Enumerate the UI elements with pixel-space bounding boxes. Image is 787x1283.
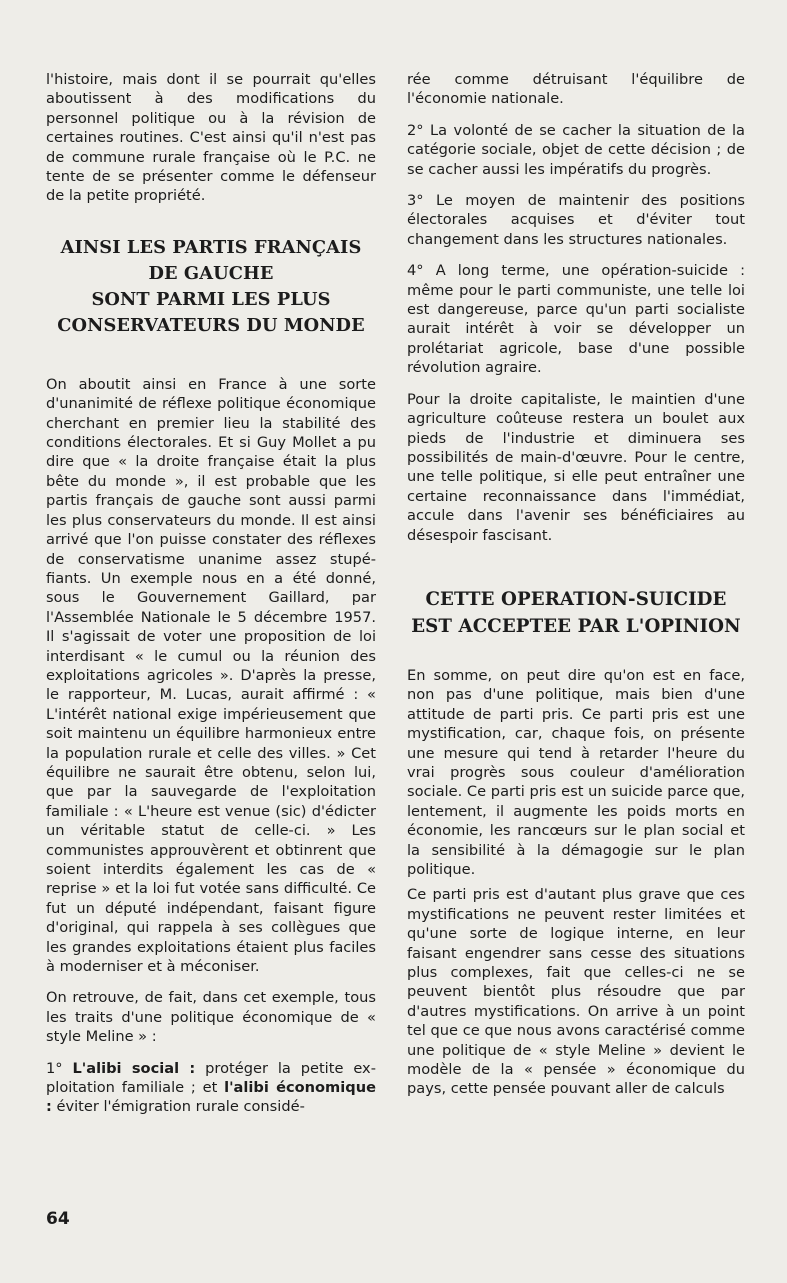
left-column [46,70,376,1117]
paragraph-retrouve: On retrouve, de fait, dans cet exemple, tous les traits d'une politique économique de « style Meline » : [46,989,376,1046]
heading-line: EST ACCEPTEE PAR L'OPINION [411,615,741,637]
item-number: 1° [46,1059,73,1077]
paragraph-item-3: 3° Le moyen de maintenir des positions électorales acquises et d'éviter tout changement dans les structures nationales. [407,192,745,248]
section-heading-right [407,586,745,640]
heading-line: AINSI LES PARTIS FRANÇAIS [60,236,362,258]
section-heading-left [46,235,376,339]
heading-line: SONT PARMI LES PLUS [91,288,331,310]
heading-line: CETTE OPERATION-SUICIDE [425,588,727,610]
paragraph-item-1 [46,1059,376,1117]
item-text: protéger la petite exploitation familiale ; et [46,1059,376,1097]
paragraph-grave: Ce parti pris est d'autant plus grave que ces mystifications ne peuvent rester limitées et qu'une sorte de logique interne, en leur faisant engendrer sans cesse des situations plus complexes, fait que celles-ci ne se peuvent bientôt plus résoudre que par d'autres mystifications. On arrive à un point tel que ce que nous avons caractérisé comme une politique de « style Meline » devient le modèle de la « pensée » économique du pays, cette pensée pouvant aller de calculs [407,886,745,1098]
alibi-social-label: L'alibi social : [72,1059,196,1077]
item-text: éviter l'émigration rurale considé- [51,1098,305,1116]
paragraph-item-4: 4° A long terme, une opération-suicide : même pour le parti communiste, une telle loi est dangereuse, parce qu'un parti socialiste aurait intérêt à voir se développer un prolétariat agricole, base d'une possible révolution agraire. [407,262,745,377]
page-number: 64 [46,1209,70,1229]
paragraph-continuation: rée comme détruisant l'équilibre de l'économie nationale. [407,71,745,108]
paragraph-intro: l'histoire, mais dont il se pourrait qu'elles aboutissent à des modifications du personnel politique ou à la révision de certaines routines. C'est ainsi qu'il n'est pas de commune rurale française où le P.C. ne tente de se présenter comme le défenseur de la petite propriété. [46,71,376,205]
paragraph-somme: En somme, on peut dire qu'on est en face, non pas d'une politique, mais bien d'une attitude de parti pris. Ce parti pris est une mystification, car, chaque fois, on présente une mesure qui tend à retarder l'heure du vrai progrès sous couleur d'amélioration sociale. Ce parti pris est un suicide parce que, lentement, il augmente les poids morts en économie, les rancœurs sur le plan social et la sensibilité à la démagogie sur le plan politique. [407,666,745,878]
paragraph-droite: Pour la droite capitaliste, le maintien d'une agriculture coûteuse restera un boulet aux pieds de l'industrie et diminuera ses possibilités de main-d'œuvre. Pour le centre, une telle politique, si elle peut entraîner une certaine reconnaissance dans l'immédiat, accule dans l'avenir ses bénéficiaires au désespoir fascisant. [407,390,745,544]
right-column [407,70,745,1099]
paragraph-main: On aboutit ainsi en France à une sorte d'unanimité de réflexe politique économique cherchant en premier lieu la stabilité des conditions électorales. Et si Guy Mollet a pu dire que « la droite française était la plus bête du monde », il est probable que les partis français de gauche sont aussi parmi les plus conservateurs du monde. Il est ainsi arrivé que l'on puisse constater des réflexes de conservatisme unanime assez stupéfiants. Un exemple nous en a été donné, sous le Gouvernement Gaillard, par l'Assemblée Nationale le 5 décembre 1957. Il s'agissait de voter une proposition de loi interdisant « le cumul ou la réunion des exploitations agricoles ». D'après la presse, le rapporteur, M. Lucas, aurait affirmé : « L'intérêt national exige impérieusement que soit maintenu un équilibre harmonieux entre la population rurale et celle des villes. » Cet équilibre ne saurait être obtenu, selon lui, que par la sauvegarde de l'exploitation familiale : « L'heure est venue (sic) d'édicter un véritable statut de celle-ci. » Les communistes approuvèrent et obtinrent que soient interdits également les cas de « reprise » et la loi fut votée sans difficulté. Ce fut un député indépendant, faisant figure d'original, qui rappela à ses collègues que les grandes exploitations étaient plus faciles à moderniser et à méconiser. [46,375,376,976]
heading-line: CONSERVATEURS DU MONDE [57,314,365,336]
alibi-economique-label: l'alibi économique : [46,1079,376,1116]
heading-line: DE GAUCHE [148,262,274,284]
paragraph-item-2: 2° La volonté de se cacher la situation de la catégorie sociale, objet de cette décision ; de se cacher aussi les impératifs du progrès. [407,121,745,178]
